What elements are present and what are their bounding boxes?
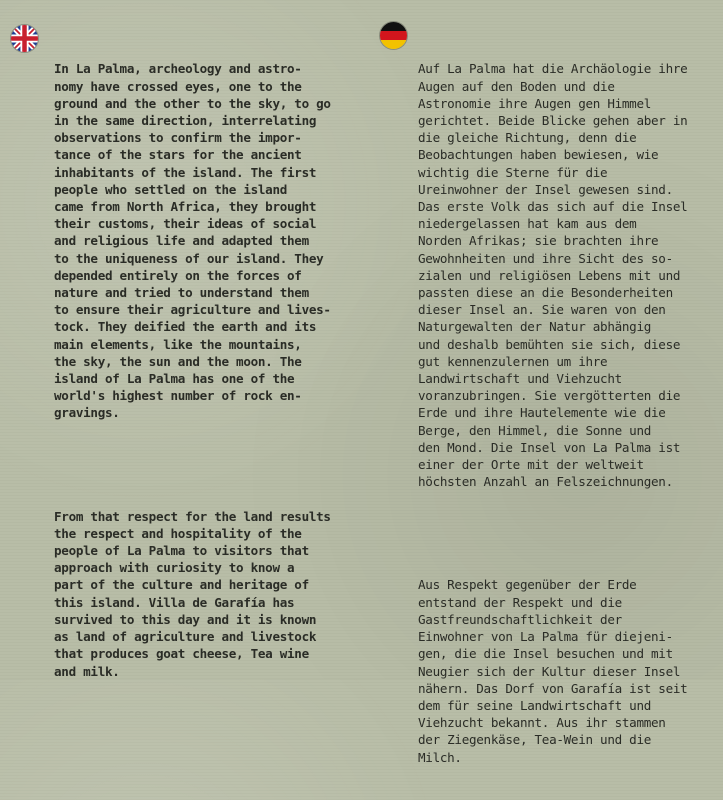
english-text-column: [54, 26, 354, 714]
german-paragraph-2: Aus Respekt gegenüber der Erde entstand der Respekt und die Gastfreundschaftlichkeit der Einwohner von La Palma für diejeni- gen, die die Insel besuchen und mit Neugier sich der Kultur dieser Insel nähern. Das Dorf von Garafía ist seit dem für seine Landwirtschaft und Viehzucht bekannt. Aus ihr stammen der Ziegenkäse, Tea-Wein und die Milch.: [418, 577, 688, 765]
english-paragraph-1: In La Palma, archeology and astro- nomy have crossed eyes, one to the ground and the other to the sky, to go in the same direction, interrelating observations to confirm the impor- tance of the stars for the ancient inhabitants of the island. The first people who settled on the island came from North Africa, they brought their customs, their ideas of social and religious life and adapted them to the uniqueness of our island. They depended entirely on the forces of nature and tried to understand them to ensure their agriculture and lives- tock. They deified the earth and its main elements, like the mountains, the sky, the sun and the moon. The island of La Palma has one of the world's highest number of rock en- gravings.: [54, 61, 331, 421]
german-flag-icon: [380, 22, 407, 49]
english-paragraph-2: From that respect for the land results the respect and hospitality of the people of La Palma to visitors that approach with curiosity to know a part of the culture and heritage of this island. Villa de Garafía has survived to this day and it is known as land of agriculture and livestock that produces goat cheese, Tea wine and milk.: [54, 508, 331, 679]
uk-flag-icon: [11, 25, 38, 52]
german-paragraph-1: Auf La Palma hat die Archäologie ihre Augen auf den Boden und die Astronomie ihre Augen gen Himmel gerichtet. Beide Blicke gehen aber in die gleiche Richtung, denn die Beobachtungen haben bewiesen, wie wichtig die Sterne für die Ureinwohner der Insel gewesen sind. Das erste Volk das sich auf die Insel niedergelassen hat kam aus dem Norden Afrikas; sie brachten ihre Gewohnheiten und ihre Sicht des so- zialen und religiösen Lebens mit und passten diese an die Besonderheiten dieser Insel an. Sie waren von den Naturgewalten der Natur abhängig und deshalb bemühten sie sich, diese gut kennenzulernen um ihre Landwirtschaft und Viehzucht voranzubringen. Sie vergötterten die Erde und ihre Hautelemente wie die Berge, den Himmel, die Sonne und den Mond. Die Insel von La Palma ist einer der Orte mit der weltweit höchsten Anzahl an Felszeichnungen.: [418, 61, 688, 490]
german-text-column: [418, 26, 718, 800]
